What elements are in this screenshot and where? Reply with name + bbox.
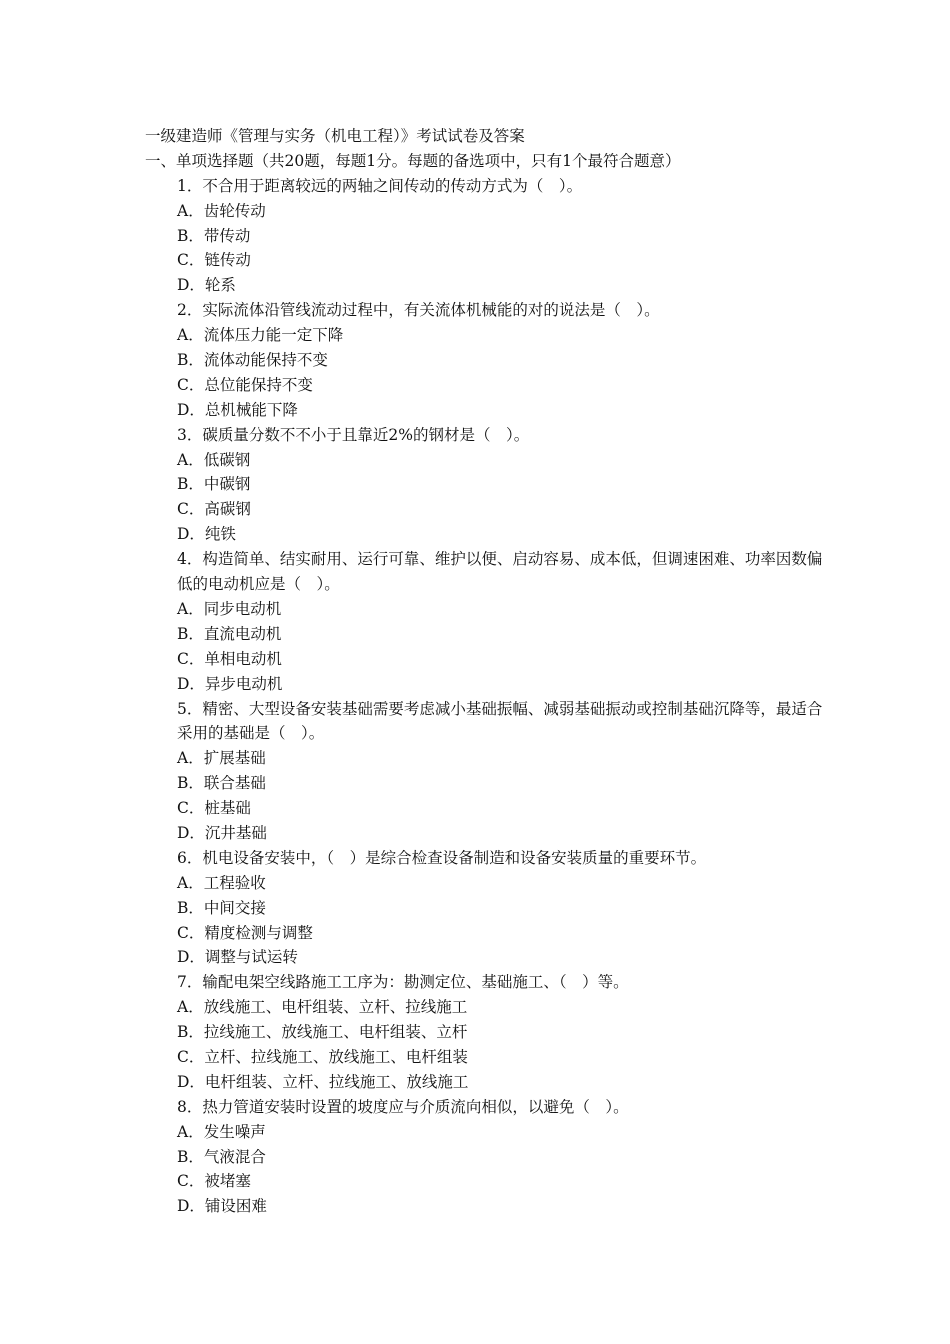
question-option: C．桩基础 (177, 799, 251, 818)
question-stem: 2．实际流体沿管线流动过程中，有关流体机械能的对的说法是（ ）。 (177, 301, 660, 320)
question-option: C．立杆、拉线施工、放线施工、电杆组装 (177, 1048, 468, 1067)
question-stem: 4．构造简单、结实耐用、运行可靠、维护以便、启动容易、成本低，但调速困难、功率因数偏低的电动机应是（ ）。 (177, 550, 823, 594)
question-option: D．调整与试运转 (177, 948, 298, 967)
question-option: C．链传动 (177, 251, 251, 270)
section-heading: 一、单项选择题（共20题，每题1分。每题的备选项中，只有1个最符合题意） (145, 151, 681, 170)
question-option: C．高碳钢 (177, 500, 251, 519)
document-title: 一级建造师《管理与实务（机电工程）》考试试卷及答案 (145, 127, 525, 145)
question-option: A．扩展基础 (177, 749, 266, 768)
question-option: B．气液混合 (177, 1147, 266, 1166)
question-stem: 1．不合用于距离较远的两轴之间传动的传动方式为（ ）。 (177, 176, 583, 195)
document-body (145, 124, 825, 1219)
question-option: A．放线施工、电杆组装、立杆、拉线施工 (177, 998, 468, 1017)
question-option: B．流体动能保持不变 (177, 351, 328, 370)
question-option: C．精度检测与调整 (177, 923, 313, 942)
question-option: C．单相电动机 (177, 649, 282, 668)
question-option: D．电杆组装、立杆、拉线施工、放线施工 (177, 1072, 469, 1091)
question-stem: 3．碳质量分数不不小于且靠近2%的钢材是（ ）。 (177, 425, 530, 444)
question-stem: 7．输配电架空线路施工工序为：勘测定位、基础施工、（ ）等。 (177, 973, 629, 992)
question-stem: 8．热力管道安装时设置的坡度应与介质流向相似，以避免（ ）。 (177, 1097, 629, 1116)
question-option: A．低碳钢 (177, 450, 251, 469)
question-option: A．流体压力能一定下降 (177, 326, 344, 345)
question-option: B．直流电动机 (177, 624, 282, 643)
question-option: A．同步电动机 (177, 599, 282, 618)
question-option: B．中间交接 (177, 898, 266, 917)
question-option: A．发生噪声 (177, 1122, 266, 1141)
question-option: B．拉线施工、放线施工、电杆组装、立杆 (177, 1023, 468, 1042)
question-option: D．轮系 (177, 276, 236, 295)
question-option: B．中碳钢 (177, 475, 251, 494)
question-option: A．齿轮传动 (177, 201, 266, 220)
question-option: D．铺设困难 (177, 1197, 267, 1216)
question-stem: 6．机电设备安装中，（ ）是综合检查设备制造和设备安装质量的重要环节。 (177, 848, 707, 867)
question-option: D．总机械能下降 (177, 400, 298, 419)
question-option: D．沉井基础 (177, 824, 267, 842)
question-option: C．总位能保持不变 (177, 375, 313, 394)
question-option: A．工程验收 (177, 873, 266, 892)
question-option: C．被堵塞 (177, 1172, 251, 1191)
question-stem: 5．精密、大型设备安装基础需要考虑减小基础振幅、减弱基础振动或控制基础沉降等，最适合采用的基础是（ ）。 (177, 699, 823, 743)
question-option: B．联合基础 (177, 774, 266, 793)
question-option: D．异步电动机 (177, 674, 283, 693)
question-option: D．纯铁 (177, 525, 236, 544)
question-option: B．带传动 (177, 226, 251, 245)
